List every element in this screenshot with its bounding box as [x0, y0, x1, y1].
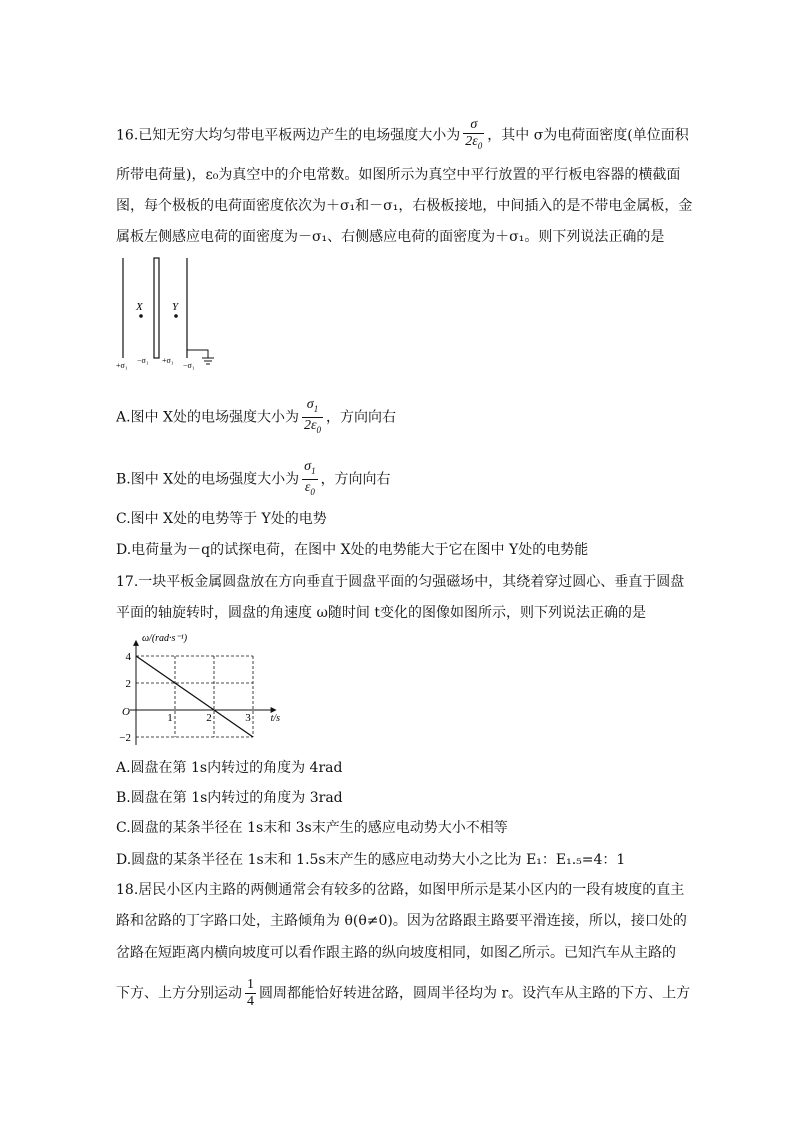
q16-option-b: B.图中 X处的电场强度大小为 $\frac{\sigma_1}{\varepsilon_0}$ ，方向向右 [116, 459, 391, 500]
x-tick-label: 1 [167, 712, 173, 724]
ground-wire [187, 350, 208, 358]
q16-stem-text: 16.已知无穷大均匀带电平板两边产生的电场强度大小为 [116, 127, 461, 144]
point-x-label: X [136, 301, 143, 313]
q16-stem-text-cont: ，其中 σ为电荷面密度(单位面积 [487, 127, 689, 144]
charge-label-3: +σ₁ [162, 356, 174, 365]
q16-option-a: A.图中 X处的电场强度大小为 $\frac{\sigma_1}{2\varepsilon_0}$ ，方向向右 [116, 397, 396, 438]
q17-line1: 17.一块平板金属圆盘放在方向垂直于圆盘平面的匀强磁场中，其绕着穿过圆心、垂直于圆盘 [116, 574, 685, 590]
omega-time-chart [112, 628, 292, 748]
metal-slab [154, 258, 159, 358]
option-b-fraction: $\frac{\sigma_1}{\varepsilon_0}$ [304, 459, 316, 497]
y-axis-label: ω/(rad·s⁻¹) [142, 633, 188, 644]
option-a-fraction: $\frac{\sigma_1}{2\varepsilon_0}$ [303, 397, 322, 435]
q18-line4: 下方、上方分别运动 $\frac{1}{4}$ 圆周都能恰好转进岔路，圆周半径均为 r。设汽车从主路的下方、上方 [116, 977, 691, 1009]
origin-label: O [122, 706, 130, 718]
q17-line2: 平面的轴旋转时，圆盘的角速度 ω随时间 t变化的图像如图所示，则下列说法正确的是 [116, 605, 646, 621]
q17-option-a: A.圆盘在第 1s内转过的角度为 4rad [116, 760, 343, 776]
point-y [174, 314, 178, 318]
field-formula-fraction [463, 117, 484, 154]
fraction-numerator: σ [463, 117, 484, 134]
y-tick-label: −2 [119, 732, 131, 744]
y-axis-arrow [133, 640, 139, 646]
capacitor-figure [112, 254, 224, 374]
q17-option-b: B.圆盘在第 1s内转过的角度为 3rad [116, 790, 343, 806]
q17-option-c: C.圆盘的某条半径在 1s末和 3s末产生的感应电动势大小不相等 [116, 820, 508, 836]
q17-option-d: D.圆盘的某条半径在 1s末和 1.5s末产生的感应电动势大小之比为 E₁：E₁.₅=4：1 [116, 852, 626, 868]
q18-line1: 18.居民小区内主路的两侧通常会有较多的岔路，如图甲所示是某小区内的一段有坡度的直主 [116, 882, 685, 898]
point-y-label: Y [172, 301, 179, 313]
q16-option-d: D.电荷量为－q的试探电荷，在图中 X处的电势能大于它在图中 Y处的电势能 [116, 542, 589, 558]
x-axis-label: t/s [270, 713, 281, 724]
y-tick-label: 4 [125, 651, 131, 663]
q16-line4: 属板左侧感应电荷的面密度为－σ₁、右侧感应电荷的面密度为＋σ₁。则下列说法正确的是 [116, 229, 665, 245]
x-tick-label: 3 [245, 712, 251, 724]
charge-label-4: −σ₁ [183, 361, 195, 370]
q16-option-c: C.图中 X处的电势等于 Y处的电势 [116, 511, 327, 527]
q18-line2: 路和岔路的丁字路口处，主路倾角为 θ(θ≠0)。因为岔路跟主路要平滑连接，所以，接口处的 [116, 913, 687, 929]
point-x [139, 314, 143, 318]
quarter-fraction: $\frac{1}{4}$ [247, 977, 254, 1009]
charge-label-2: −σ₁ [137, 356, 149, 365]
q18-line3: 岔路在短距离内横向坡度可以看作跟主路的纵向坡度相同，如图乙所示。已知汽车从主路的 [116, 945, 676, 961]
series-line [136, 656, 253, 737]
y-tick-label: 2 [125, 678, 131, 690]
q16-line2: 所带电荷量)，ε₀为真空中的介电常数。如图所示为真空中平行放置的平行板电容器的横截面 [116, 167, 681, 183]
q16-line3: 图，每个极板的电荷面密度依次为＋σ₁和－σ₁，右极板接地，中间插入的是不带电金属板，金 [116, 198, 693, 214]
q16-line1 [116, 117, 689, 154]
fraction-denominator: $2\varepsilon_0$ [465, 134, 483, 151]
x-tick-label: 2 [206, 712, 212, 724]
charge-label-1: +σ₁ [116, 361, 128, 370]
